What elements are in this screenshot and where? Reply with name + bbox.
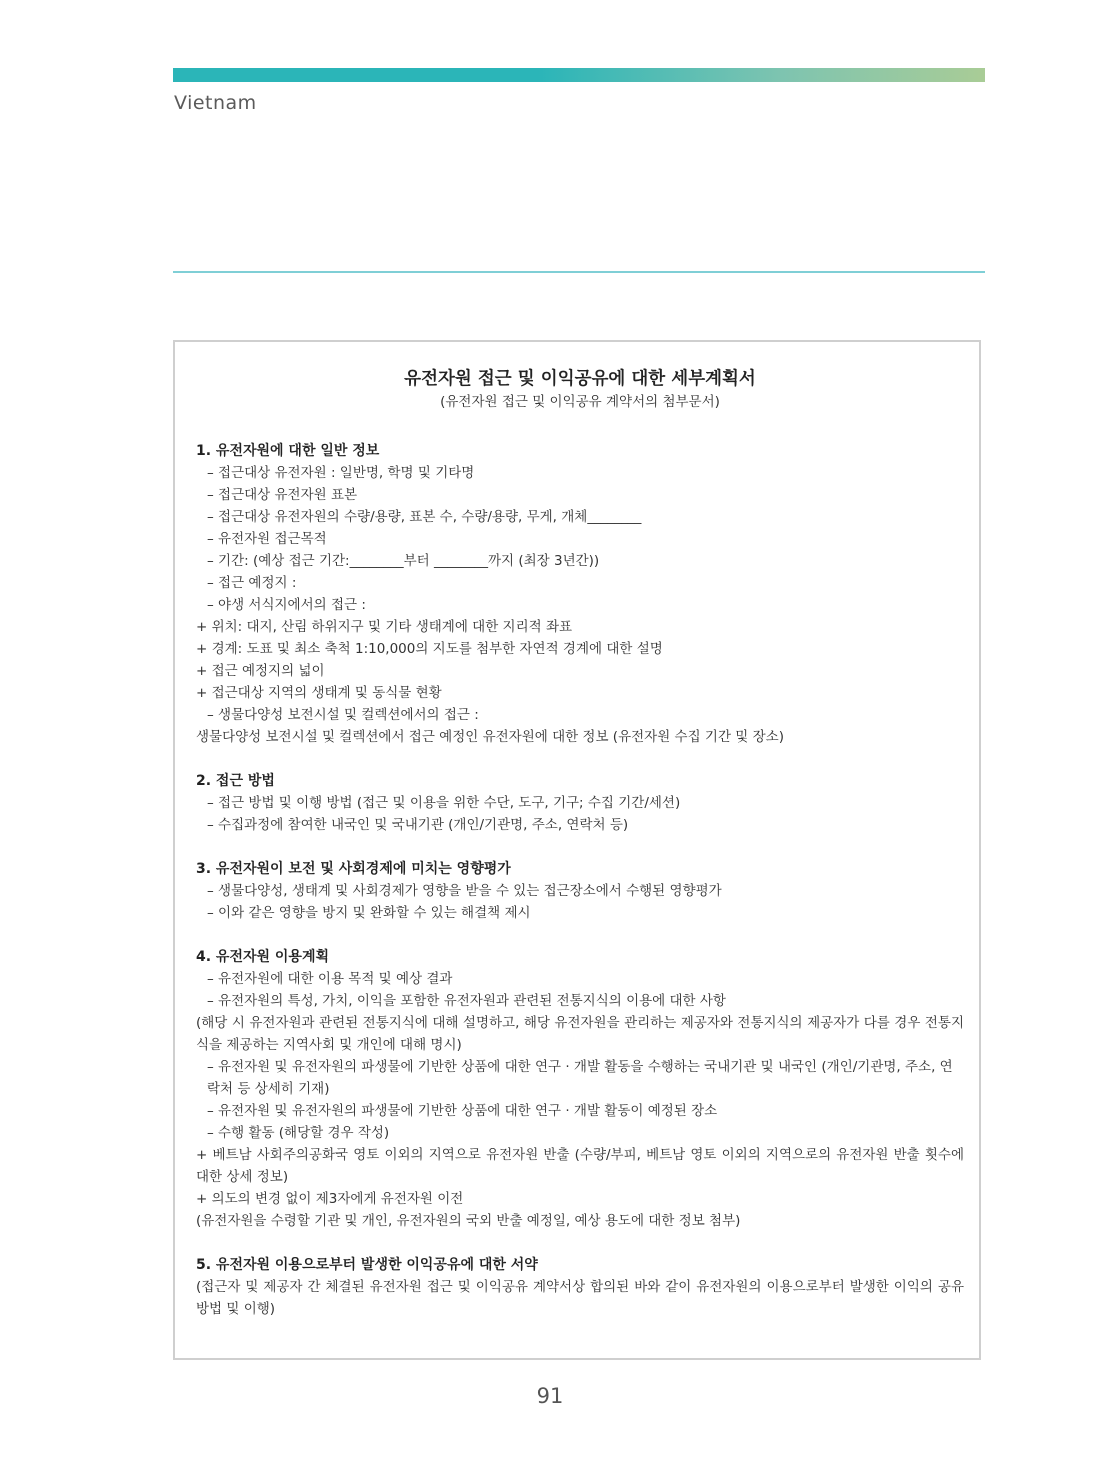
section-heading: 4. 유전자원 이용계획 — [196, 949, 329, 965]
section-line: + 경계: 도표 및 최소 축척 1:10,000의 지도를 첨부한 자연적 경계에 대한 설명 — [196, 641, 663, 657]
document-section — [196, 770, 964, 836]
document-subtitle: (유전자원 접근 및 이익공유 계약서의 첨부문서) — [440, 394, 720, 410]
section-line: (해당 시 유전자원과 관련된 전통지식에 대해 설명하고, 해당 유전자원을 관리하는 제공자와 전통지식의 제공자가 다를 경우 전통지식을 제공하는 지역사회 및 개인에 대해 명시) — [196, 1015, 964, 1053]
section-line: – 접근대상 유전자원의 수량/용량, 표본 수, 수량/용량, 무게, 개체________ — [207, 509, 642, 525]
section-line: (접근자 및 제공자 간 체결된 유전자원 접근 및 이익공유 계약서상 합의된 바와 같이 유전자원의 이용으로부터 발생한 이익의 공유 방법 및 이행) — [196, 1279, 964, 1317]
section-line: + 의도의 변경 없이 제3자에게 유전자원 이전 — [196, 1191, 464, 1207]
section-line: – 접근대상 유전자원 표본 — [207, 487, 358, 503]
section-line: – 유전자원 접근목적 — [207, 531, 327, 547]
section-line: – 유전자원의 특성, 가치, 이익을 포함한 유전자원과 관련된 전통지식의 이용에 대한 사항 — [207, 993, 726, 1009]
section-heading: 5. 유전자원 이용으로부터 발생한 이익공유에 대한 서약 — [196, 1257, 538, 1273]
document-section — [196, 440, 964, 748]
document-section — [196, 946, 964, 1232]
section-line: – 야생 서식지에서의 접근 : — [207, 597, 366, 613]
section-heading: 2. 접근 방법 — [196, 773, 275, 789]
section-line: + 베트남 사회주의공화국 영토 이외의 지역으로 유전자원 반출 (수량/부피, 베트남 영토 이외의 지역으로의 유전자원 반출 횟수에 대한 상세 정보) — [196, 1147, 964, 1185]
document-section — [196, 858, 964, 924]
document-section — [196, 1254, 964, 1320]
section-line: – 기간: (예상 접근 기간:________부터 ________까지 (최장 3년간)) — [207, 553, 600, 569]
header-divider — [173, 271, 985, 273]
document-title: 유전자원 접근 및 이익공유에 대한 세부계획서 — [404, 369, 756, 389]
section-line: (유전자원을 수령할 기관 및 개인, 유전자원의 국외 반출 예정일, 예상 용도에 대한 정보 첨부) — [196, 1213, 741, 1229]
section-line: – 유전자원 및 유전자원의 파생물에 기반한 상품에 대한 연구 · 개발 활동이 예정된 장소 — [207, 1103, 718, 1119]
section-line: – 이와 같은 영향을 방지 및 완화할 수 있는 해결책 제시 — [207, 905, 531, 921]
section-line: – 접근 예정지 : — [207, 575, 297, 591]
section-line: – 유전자원에 대한 이용 목적 및 예상 결과 — [207, 971, 453, 987]
page-number: 91 — [536, 1384, 564, 1408]
section-line: – 생물다양성, 생태계 및 사회경제가 영향을 받을 수 있는 접근장소에서 수행된 영향평가 — [207, 883, 722, 899]
document-sections — [196, 440, 964, 1320]
section-line: – 유전자원 및 유전자원의 파생물에 기반한 상품에 대한 연구 · 개발 활동을 수행하는 국내기관 및 내국인 (개인/기관명, 주소, 연락처 등 상세히 기재) — [207, 1059, 953, 1097]
document-frame — [173, 340, 981, 1360]
section-line: – 수집과정에 참여한 내국인 및 국내기관 (개인/기관명, 주소, 연락처 등) — [207, 817, 629, 833]
document-body — [196, 366, 964, 1342]
section-line: – 생물다양성 보전시설 및 컬렉션에서의 접근 : — [207, 707, 479, 723]
section-line: – 수행 활동 (해당할 경우 작성) — [207, 1125, 390, 1141]
section-line: – 접근 방법 및 이행 방법 (접근 및 이용을 위한 수단, 도구, 기구; 수집 기간/세션) — [207, 795, 681, 811]
section-line: + 접근대상 지역의 생태계 및 동식물 현황 — [196, 685, 442, 701]
header-color-bar — [173, 68, 985, 82]
section-line: – 접근대상 유전자원 : 일반명, 학명 및 기타명 — [207, 465, 475, 481]
section-line: + 위치: 대지, 산림 하위지구 및 기타 생태계에 대한 지리적 좌표 — [196, 619, 573, 635]
section-line: + 접근 예정지의 넓이 — [196, 663, 325, 679]
header-country-label: Vietnam — [174, 92, 257, 114]
section-heading: 3. 유전자원이 보전 및 사회경제에 미치는 영향평가 — [196, 861, 511, 877]
section-heading: 1. 유전자원에 대한 일반 정보 — [196, 443, 380, 459]
section-line: 생물다양성 보전시설 및 컬렉션에서 접근 예정인 유전자원에 대한 정보 (유전자원 수집 기간 및 장소) — [196, 729, 784, 745]
